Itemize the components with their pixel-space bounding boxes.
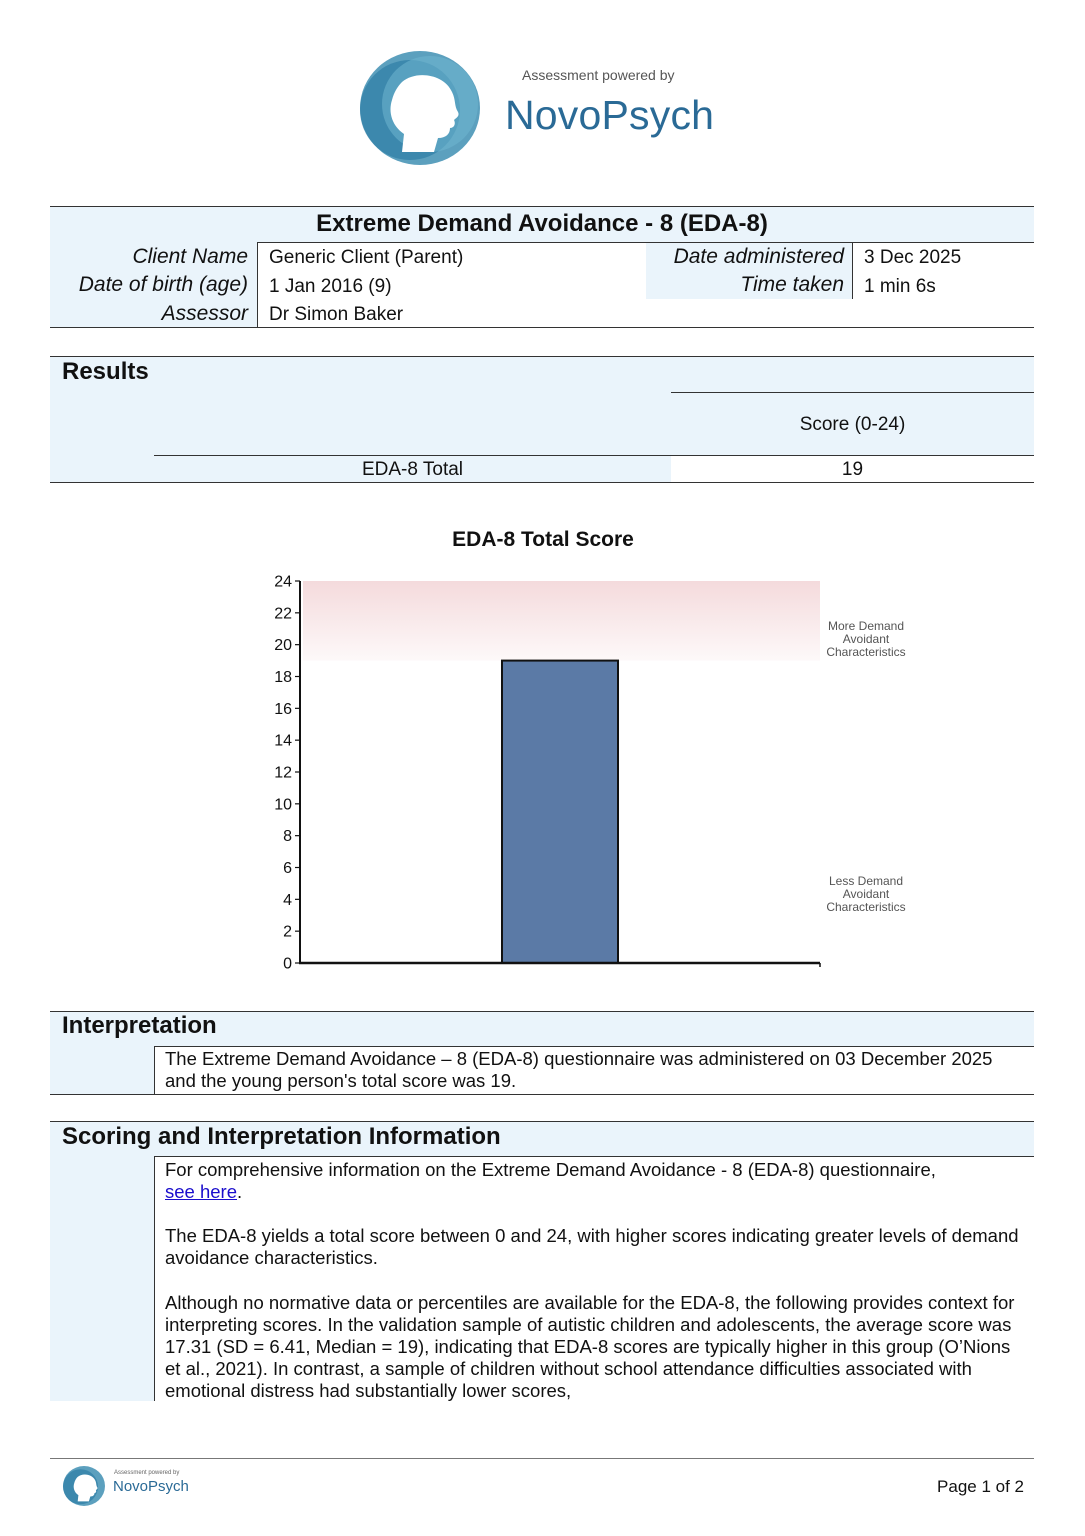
chart-title: EDA-8 Total Score — [452, 528, 634, 551]
y-tick-label: 14 — [274, 732, 292, 750]
see-here-link[interactable]: see here — [165, 1181, 237, 1202]
shaded-band-high — [303, 581, 820, 661]
interpretation-heading: Interpretation — [62, 1012, 217, 1039]
scoring-p1-text: For comprehensive information on the Extreme Demand Avoidance - 8 (EDA-8) questionnaire, — [165, 1159, 936, 1180]
powered-by-text: Assessment powered by — [522, 67, 675, 83]
report-title: Extreme Demand Avoidance - 8 (EDA-8) — [316, 210, 768, 237]
info-blank-bg — [646, 299, 1034, 328]
results-row-score: 19 — [841, 459, 864, 480]
dob-value: 1 Jan 2016 (9) — [269, 276, 392, 297]
results-heading: Results — [62, 358, 149, 385]
footer-powered-by: Assessment powered by — [114, 1470, 180, 1476]
brand-name: NovoPsych — [505, 92, 715, 138]
y-tick-label: 24 — [274, 573, 292, 591]
annotation-less-avoidant: Less Demand Avoidant Characteristics — [826, 874, 906, 914]
time-taken-value: 1 min 6s — [864, 276, 936, 297]
client-name-label: Client Name — [132, 245, 248, 268]
scoring-paragraph-3: Although no normative data or percentiles are available for the EDA-8, the following provides context for interpreting scores. In the validation sample of autistic children and adolescents, the average score was 17.31 (SD = 6.41, Median = 19), indicating that EDA-8 scores are typically higher in this group (O’Nions et al., 2021). In contrast, a sample of children without school attendance difficulties associated with emotional distress had substantially lower scores, — [165, 1292, 1015, 1401]
bar-eda8-total — [502, 661, 618, 963]
interpretation-text: The Extreme Demand Avoidance – 8 (EDA-8) questionnaire was administered on 03 December 2025 and the young person's total score was 19. — [165, 1048, 993, 1091]
y-tick-label: 8 — [283, 828, 292, 846]
date-administered-value: 3 Dec 2025 — [864, 247, 962, 268]
annotation-more-avoidant: More Demand Avoidant Characteristics — [826, 619, 906, 659]
assessor-label: Assessor — [161, 302, 248, 325]
scoring-p1-end: . — [237, 1181, 243, 1202]
footer-logo-icon — [62, 1465, 106, 1507]
y-tick-label: 22 — [274, 605, 292, 623]
y-tick-label: 4 — [283, 891, 292, 909]
y-tick-label: 12 — [274, 764, 292, 782]
scoring-heading: Scoring and Interpretation Information — [62, 1123, 501, 1150]
y-tick-label: 20 — [274, 637, 292, 655]
score-column-header: Score (0-24) — [799, 414, 906, 435]
assessor-value: Dr Simon Baker — [269, 304, 404, 325]
y-tick-label: 2 — [283, 923, 292, 941]
y-tick-label: 6 — [283, 860, 292, 877]
time-taken-label: Time taken — [740, 273, 844, 296]
scoring-paragraph-2: The EDA-8 yields a total score between 0 and 24, with higher scores indicating greater levels of demand avoidance characteristics. — [165, 1225, 1019, 1268]
footer-brand: NovoPsych — [113, 1478, 189, 1495]
date-administered-label: Date administered — [673, 245, 844, 268]
y-tick-label: 18 — [274, 669, 292, 686]
dob-label: Date of birth (age) — [78, 273, 248, 296]
y-tick-label: 10 — [274, 796, 292, 814]
y-tick-label: 16 — [274, 700, 292, 718]
novopsych-logo-icon — [358, 48, 482, 168]
scoring-paragraph-1 — [165, 1159, 1025, 1203]
y-tick-label: 0 — [283, 955, 292, 973]
page-number: Page 1 of 2 — [937, 1477, 1024, 1496]
client-name-value: Generic Client (Parent) — [269, 247, 464, 268]
results-row-label: EDA-8 Total — [361, 459, 464, 480]
